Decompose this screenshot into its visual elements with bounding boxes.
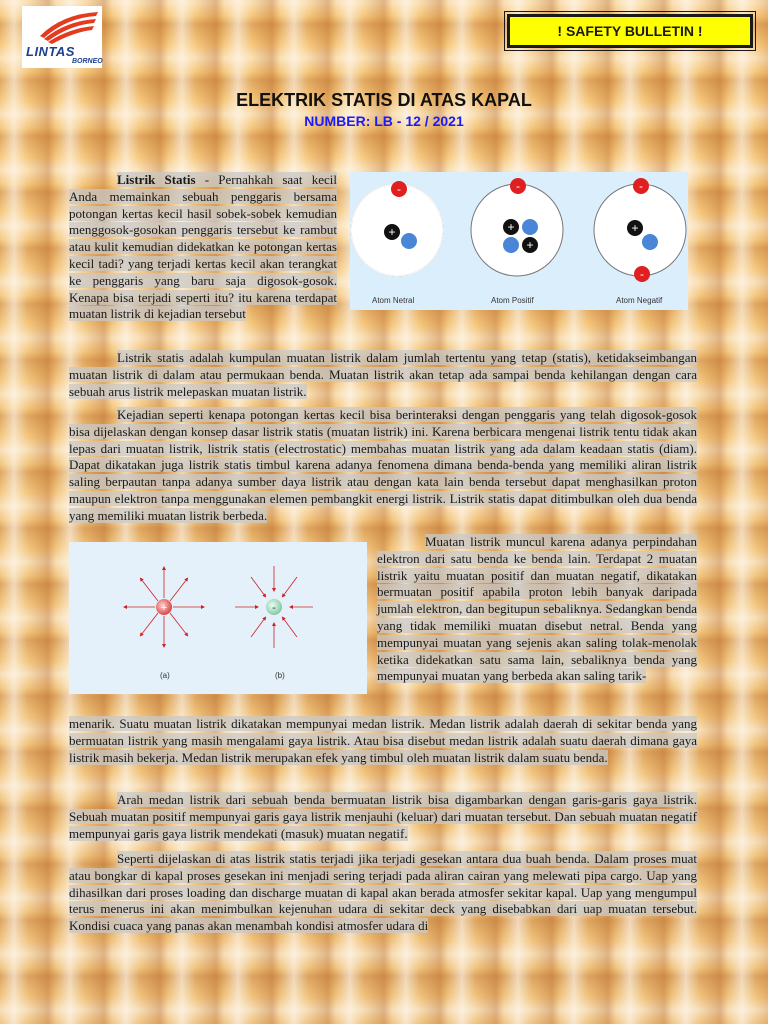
ship-process-text: Seperti dijelaskan di atas listrik statis terjadi jika terjadi gesekan antara dua buah benda. Dalam proses muat atau bongkar di kapal proses gesekan ini menjadi sering terjadi pada aliran cairan yang melewati pipa cargo. Uap yang dihasilkan dari proses loading dan discharge muatan di kapal akan berada atmosfer sekitar kapal. Uap yang mengumpul terus menerus ini akan menimbulkan kejenuhan udara di sekitar deck yang disebabkan dari uap muatan tersebut. Kondisi cuaca yang panas akan menambah kondisi atmosfer udara di <box>69 851 697 934</box>
atom-diagram <box>350 172 688 310</box>
svg-text:-: - <box>516 179 520 193</box>
paragraph-definition <box>69 350 697 400</box>
electron-sign: - <box>397 182 401 196</box>
paragraph-ship-process <box>69 851 697 935</box>
paragraph-field-lines <box>69 792 697 842</box>
bulletin-number: NUMBER: LB - 12 / 2021 <box>304 113 464 129</box>
atom-negative <box>594 178 686 305</box>
svg-text:+: + <box>160 602 168 614</box>
label-atom-positif: Atom Positif <box>491 296 534 305</box>
ship-logo-icon <box>22 6 102 46</box>
label-atom-netral: Atom Netral <box>372 296 415 305</box>
field-lines-text: Arah medan listrik dari sebuah benda bermuatan listrik bisa digambarkan dengan garis-garis gaya listrik. Sebuah muatan positif mempunyai garis gaya listrik menjauhi (keluar) dari muatan tersebut. Dan sebuah muatan negatif mempunyai garis gaya listrik mendekati (masuk) muatan negatif. <box>69 792 697 841</box>
concept-text: Kejadian seperti kenapa potongan kertas kecil bisa berinteraksi dengan penggaris yang telah digosok-gosok bisa dijelaskan dengan konsep dasar listrik statis (muatan listrik) ini. Karena berbicara mengenai listrik tentu tidak akan lepas dari muatan listrik, listrik statis (electrostatic) membahas muatan listrik yang ada dalam keadaan statis (diam). Dapat dikatakan juga listrik statis timbul karena adanya fenomena dimana benda-benda yang memiliki aliran listrik saling berpautan tanpa adanya sumber daya listrik atau dengan kata lain benda tersebut dapat menghasilkan proton maupun elektron tanpa menggunakan elemen pembangkit energi listrik. Listrik statis dapat ditimbulkan oleh dua benda yang memiliki muatan listrik berbeda. <box>69 407 697 523</box>
intro-text: - Pernahkah saat kecil Anda memainkan sebuah penggaris bersama potongan kertas kecil hasil sobek-sobek kemudian menggosok-gosokan penggaris tersebut ke rambut atau kulit kemudian didekatkan ke potongan kertas kecil tadi? yang terjadi kertas kecil akan terangkat ke penggaris yang baru saja digosok-gosok. Kenapa bisa terjadi seperti itu? itu karena terdapat muatan listrik di kejadian tersebut <box>69 172 337 322</box>
safety-bulletin-badge: ! SAFETY BULLETIN ! <box>507 14 753 48</box>
company-logo <box>22 6 102 68</box>
charges-text: Muatan listrik muncul karena adanya perpindahan elektron dari satu benda ke benda lain. Terdapat 2 muatan listrik yaitu muatan positif dan muatan negatif, dikatakan bermuatan positif apabila proton lebih banyak daripada jumlah elektron, dan begitupun sebaliknya. Sedangkan benda yang tidak memiliki muatan disebut netral. Benda yang mempunyai muatan yang sejenis akan saling tolak-menolak ketika didekatkan satu sama lain, sebaliknya benda yang mempunyai muatan yang berbeda akan saling tarik- <box>377 534 697 684</box>
page-title: ELEKTRIK STATIS DI ATAS KAPAL <box>236 90 532 110</box>
paragraph-intro <box>69 172 337 323</box>
atom-positive <box>471 178 563 305</box>
svg-text:+: + <box>631 221 639 235</box>
label-atom-negatif: Atom Negatif <box>616 296 663 305</box>
paragraph-charges <box>377 534 697 685</box>
atom-neutral <box>351 181 443 305</box>
field-text: menarik. Suatu muatan listrik dikatakan mempunyai medan listrik. Medan listrik adalah daerah di sekitar benda yang bermuatan listrik yang masih mengalami gaya listrik. Atau bisa disebut medan listrik adalah suatu daerah dimana gaya listrik masih bekerja. Medan listrik merupakan efek yang timbul oleh muatan listrik dalam suatu benda. <box>69 716 697 765</box>
logo-text: LINTAS <box>26 44 75 59</box>
neutron-icon <box>642 234 658 250</box>
proton-sign: + <box>388 225 396 239</box>
intro-lead: Listrik Statis <box>117 172 196 187</box>
svg-text:+: + <box>526 238 534 252</box>
neutron-icon <box>401 233 417 249</box>
figure-label-a: (a) <box>160 671 170 680</box>
svg-text:+: + <box>507 220 515 234</box>
electric-field-diagram <box>69 542 367 694</box>
logo-subtext: BORNEO <box>72 58 103 65</box>
paragraph-field <box>69 716 697 766</box>
figure-label-b: (b) <box>275 671 285 680</box>
svg-text:-: - <box>640 267 644 281</box>
neutron-icon <box>522 219 538 235</box>
definition-text: Listrik statis adalah kumpulan muatan listrik dalam jumlah tertentu yang tetap (statis), ketidakseimbangan muatan listrik di dalam atau permukaan benda. Muatan listrik akan tetap ada sampai benda kehilangan dengan cara sebuah arus listrik melepaskan muatan listrik. <box>69 350 697 399</box>
svg-text:-: - <box>639 179 643 193</box>
svg-text:-: - <box>272 602 276 614</box>
paragraph-concept <box>69 407 697 525</box>
neutron-icon <box>503 237 519 253</box>
